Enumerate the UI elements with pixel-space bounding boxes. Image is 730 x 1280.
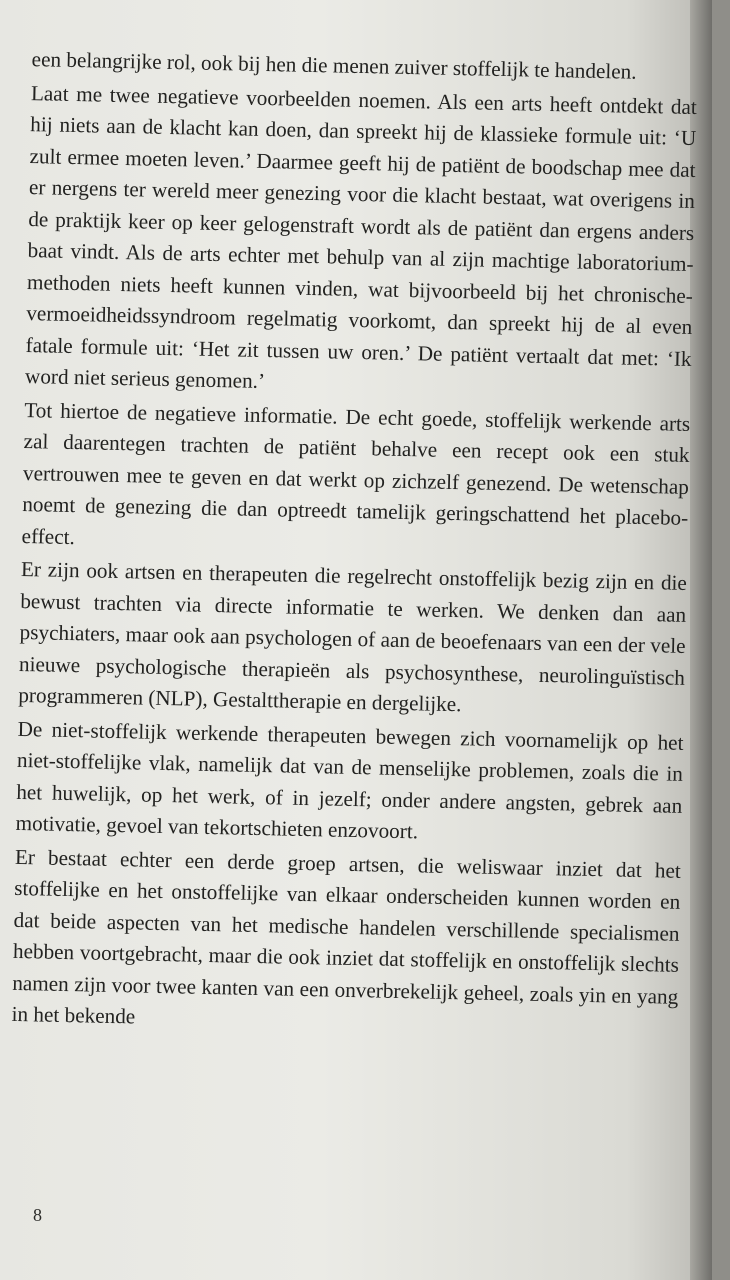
paragraph-6: Er bestaat echter een derde groep artsen, die weliswaar inziet dat het stoffelijke en het onstoffelijke van elkaar onderscheiden kunnen worden en dat beide aspecten van het medische handelen verschillende specialismen hebben voortgebracht, maar die ook inziet dat stoffelijk en onstoffelijk slechts namen zijn voor twee kanten van een onverbrekelijk geheel, zoals yin en yang in het bekende	[11, 844, 682, 1029]
paragraph-4: Er zijn ook artsen en therapeuten die regelrecht onstoffelijk bezig zijn en die bewust trachten via directe informatie te werken. We denken dan aan psychiaters, maar ook aan psychologen of aan de beoefenaars van een der vele nieuwe psychologische therapieën als psychosynthese, neurolinguïstisch programmeren (NLP), Gestalttherapie en dergelijke.	[18, 556, 688, 717]
page-number: 8	[33, 1205, 42, 1225]
paragraph-3: Tot hiertoe de negatieve informatie. De echt goede, stoffelijk werkende arts zal daarentegen trachten de patiënt behalve een recept ook een stuk vertrouwen mee te geven en dat werkt op zichzelf genezend. De wetenschap noemt de genezing die dan optreedt tamelijk geringschattend het placebo-effect.	[21, 397, 691, 549]
paragraph-2: Laat me twee negatieve voorbeelden noemen. Als een arts heeft ontdekt dat hij niets aan de klacht kan doen, dan spreekt hij de klassieke formule uit: ‘U zult ermee moeten leven.’ Daarmee geeft hij de patiënt de boodschap mee dat er nergens ter wereld meer genezing voor die klacht bestaat, wat overigens in de praktijk keer op keer gelogenstraft wordt als de patiënt dan ergens anders baat vindt. Als de arts echter met behulp van al zijn machtige laboratoriummethoden niets heeft kunnen vinden, wat bijvoorbeeld bij het chronische-vermoeidheidssyndroom regelmatig voorkomt, dan spreekt hij de al even fatale formule uit: ‘Het zit tussen uw oren.’ De patiënt vertaalt dat met: ‘Ik word niet serieus genomen.’	[24, 80, 698, 394]
body-text	[7, 44, 698, 1046]
paragraph-5: De niet-stoffelijk werkende therapeuten bewegen zich voornamelijk op het niet-stoffelijke vlak, namelijk dat van de menselijke problemen, zoals die in het huwelijk, op het werk, of in jezelf; onder andere angsten, gebrek aan motivatie, gevoel van tekortschieten enzovoort.	[15, 716, 684, 844]
paragraph-1: een belangrijke rol, ook bij hen die menen zuiver stoffelijk te handelen.	[31, 47, 637, 84]
